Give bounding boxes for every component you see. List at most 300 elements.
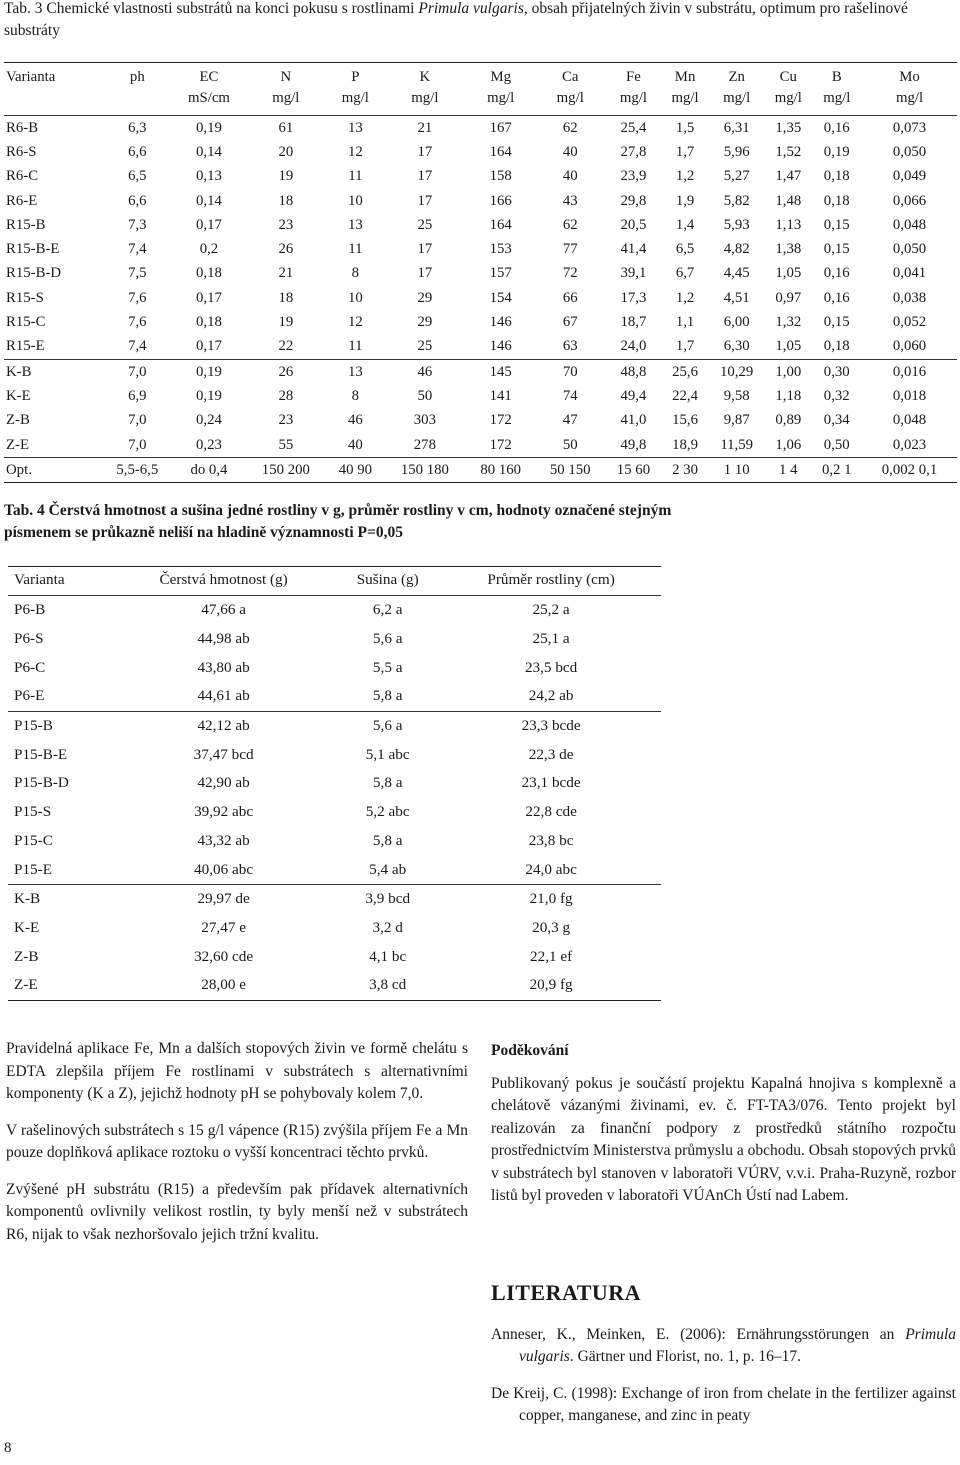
ref1-after: . Gärtner und Florist, no. 1, p. 16–17.: [569, 1348, 802, 1365]
table-cell: 0,17: [195, 216, 222, 233]
table-cell: 0,19: [195, 387, 222, 404]
table-cell: R15-B-E: [6, 241, 60, 258]
table-cell: Z-B: [6, 412, 30, 429]
table-cell: 17,3: [620, 289, 647, 306]
table-cell: 50: [562, 436, 578, 453]
table-cell: R15-B: [6, 216, 46, 233]
table3-header-cell: N: [280, 69, 292, 85]
table-cell: 62: [562, 119, 578, 136]
table-cell: 0,19: [173, 359, 245, 384]
table-cell: P15-B-E: [14, 745, 68, 763]
table-cell: 43: [562, 192, 578, 209]
table-cell: 0,15: [823, 216, 850, 233]
table-cell: K-E: [14, 918, 40, 936]
table-cell: 5,1 abc: [365, 745, 410, 763]
table-cell: 1,1: [675, 314, 695, 331]
table-cell: 5,6 a: [372, 630, 403, 648]
table-row: [8, 653, 661, 682]
table-cell: 1,7: [675, 338, 695, 355]
table-cell: R6-C: [6, 168, 39, 185]
table3-caption-species: Primula vulgaris: [418, 0, 524, 17]
table-cell: 0,2: [199, 241, 219, 258]
table-cell: 0,041: [892, 265, 927, 282]
table-cell: P6-E: [14, 687, 45, 705]
table-cell: 0,052: [892, 314, 927, 331]
table-cell: R15-E: [6, 338, 45, 355]
table-cell: 40: [562, 143, 578, 160]
page-number: 8: [4, 1440, 12, 1456]
table-row: [8, 971, 661, 1000]
table-cell: 9,87: [723, 412, 750, 429]
table-cell: 0,89: [775, 412, 802, 429]
table-cell: 150 180: [384, 458, 466, 483]
table-row: [4, 384, 957, 408]
table-cell: 3,9 bcd: [334, 884, 441, 913]
table-cell: 7,0: [128, 412, 147, 429]
table-cell: 0,2 1: [811, 458, 862, 483]
table-cell: 37,47 bcd: [193, 745, 254, 763]
table-cell: 50 150: [535, 458, 605, 483]
table-cell: K-E: [6, 387, 31, 404]
table-cell: R6-B: [6, 119, 39, 136]
table4-body: [8, 596, 661, 1001]
table-row: [4, 189, 957, 213]
table-cell: 0,97: [775, 289, 802, 306]
table-cell: 1,4: [675, 216, 695, 233]
table-cell: 0,16: [823, 289, 850, 306]
table-cell: 0,050: [892, 241, 927, 258]
table-cell: 153: [489, 241, 512, 258]
table-cell: 55: [278, 436, 294, 453]
table-cell: 29,8: [620, 192, 647, 209]
table-cell: 43,80 ab: [197, 658, 250, 676]
table-cell: 12: [347, 143, 363, 160]
table-cell: 0,50: [823, 436, 850, 453]
table-cell: 0,14: [195, 192, 222, 209]
table-cell: 7,3: [128, 216, 147, 233]
table-cell: 25,2 a: [532, 601, 570, 619]
table-cell: 17: [417, 168, 433, 185]
table-cell: 1,06: [775, 436, 802, 453]
table-cell: 0,15: [823, 314, 850, 331]
table-cell: 10,29: [708, 359, 765, 384]
table-row: [8, 596, 661, 625]
table-cell: 1 10: [708, 458, 765, 483]
table-cell: 6,5: [675, 241, 695, 258]
table-cell: 21: [278, 265, 294, 282]
table-cell: 17: [417, 241, 433, 258]
table-cell: 42,90 ab: [197, 774, 250, 792]
table-cell: 17: [417, 192, 433, 209]
table-cell: 20,3 g: [532, 918, 571, 936]
table-cell: 1,2: [675, 168, 695, 185]
table-cell: Z-E: [6, 436, 30, 453]
table-cell: 4,51: [723, 289, 750, 306]
table3-header-cell: K: [419, 69, 431, 85]
table-cell: 29: [417, 289, 433, 306]
table-cell: 6,30: [723, 338, 750, 355]
table-cell: 7,6: [128, 289, 147, 306]
table-cell: 172: [489, 436, 512, 453]
table-cell: P6-S: [14, 630, 44, 648]
table-cell: 24,2 ab: [528, 687, 574, 705]
reference-2: [491, 1383, 956, 1428]
table3-header-cell: Varianta: [6, 69, 56, 85]
table-cell: 6,7: [675, 265, 695, 282]
table3-header-cell: mg/l: [862, 88, 957, 116]
table-cell: 1,9: [675, 192, 695, 209]
table-cell: 8: [351, 265, 360, 282]
table-row: [4, 237, 957, 261]
table-cell: 11: [348, 168, 363, 185]
table-cell: P15-C: [14, 831, 53, 849]
table-cell: 7,0: [102, 359, 174, 384]
table-cell: 6,2 a: [372, 601, 403, 619]
table-cell: 0,17: [195, 289, 222, 306]
table-cell: 141: [489, 387, 512, 404]
table-cell: 0,18: [195, 265, 222, 282]
table-cell: 0,14: [195, 143, 222, 160]
table-row: [8, 884, 661, 913]
table-cell: 0,32: [823, 387, 850, 404]
table3-header-cell: ph: [129, 69, 145, 85]
table-cell: 42,12 ab: [113, 711, 334, 740]
table-row: [4, 433, 957, 458]
table4-header-cell: Sušina (g): [334, 567, 441, 596]
table-cell: 20: [278, 143, 294, 160]
table-cell: 1,52: [775, 143, 802, 160]
table-cell: 41,0: [620, 412, 647, 429]
table-cell: 11: [348, 338, 363, 355]
table3-header-cell: Mo: [899, 69, 920, 85]
table-cell: 40 90: [327, 458, 384, 483]
table-cell: 1,48: [775, 192, 802, 209]
ref1-text: Anneser, K., Meinken, E. (2006): Ernährungsstörungen an: [491, 1325, 906, 1343]
table4-header-row: [8, 567, 661, 596]
ref2-text: De Kreij, C. (1998): Exchange of iron from chelate in the fertilizer against copper, manganese, and zinc in peaty: [491, 1384, 956, 1424]
table-cell: 46: [384, 359, 466, 384]
table-cell: 25: [417, 338, 433, 355]
table-cell: 22: [278, 338, 294, 355]
table-cell: 7,4: [128, 338, 147, 355]
table-cell: 48,8: [605, 359, 662, 384]
table-cell: 21,0 fg: [441, 884, 661, 913]
literature-heading: LITERATURA: [491, 1279, 642, 1305]
table-cell: R15-S: [6, 289, 44, 306]
table-cell: 0,016: [862, 359, 957, 384]
ref1-italic: Primula vulgaris: [519, 1325, 956, 1365]
table-cell: 146: [489, 338, 512, 355]
table-cell: 0,18: [195, 314, 222, 331]
table-cell: 164: [489, 216, 512, 233]
table-cell: 13: [347, 216, 363, 233]
table-cell: 5,93: [723, 216, 750, 233]
table-cell: 39,92 abc: [194, 803, 254, 821]
table4-header-cell: Průměr rostliny (cm): [441, 567, 661, 596]
table-row: [4, 165, 957, 189]
table-cell: 5,6 a: [334, 711, 441, 740]
left-column: [6, 1038, 468, 1260]
table-cell: 50: [417, 387, 433, 404]
table3-body: [4, 116, 957, 483]
table-cell: 0,060: [892, 338, 927, 355]
table-row: [4, 140, 957, 164]
table-cell: 0,34: [823, 412, 850, 429]
table-cell: 0,24: [195, 412, 222, 429]
table-cell: 19: [278, 314, 294, 331]
table-cell: 23,8 bc: [528, 831, 574, 849]
table-cell: 13: [347, 119, 363, 136]
table-cell: 41,4: [620, 241, 647, 258]
table-cell: 15,6: [672, 412, 699, 429]
table-cell: 47,66 a: [201, 601, 246, 619]
table3-header-cell: [102, 88, 174, 116]
table-cell: 1,35: [775, 119, 802, 136]
table-cell: 18: [278, 192, 294, 209]
table-cell: 49,4: [620, 387, 647, 404]
table-cell: 22,1 ef: [530, 947, 573, 965]
table-cell: P15-S: [14, 803, 52, 821]
table3-header-cell: Fe: [626, 69, 641, 85]
table-cell: 1,05: [775, 265, 802, 282]
table-cell: 22,8 cde: [525, 803, 577, 821]
right-column: [491, 1040, 956, 1442]
table-cell: 28: [278, 387, 294, 404]
table-cell: 23: [278, 216, 294, 233]
table-cell: do 0,4: [173, 458, 245, 483]
table-cell: 0,023: [892, 436, 927, 453]
table-cell: R15-C: [6, 314, 46, 331]
table-cell: 6,31: [723, 119, 750, 136]
table-cell: 25,1 a: [532, 630, 570, 648]
table-cell: 303: [413, 412, 436, 429]
table3-header-cell: mg/l: [245, 88, 327, 116]
table-cell: P6-B: [14, 601, 46, 619]
table-cell: 6,6: [128, 192, 147, 209]
table3-header-cell: mg/l: [765, 88, 811, 116]
table-cell: 0,18: [823, 168, 850, 185]
table-cell: 5,8 a: [372, 687, 403, 705]
table-cell: 26: [278, 241, 294, 258]
table3-header-cell: mg/l: [811, 88, 862, 116]
table-cell: 1,05: [775, 338, 802, 355]
table-cell: 5,8 a: [372, 774, 403, 792]
table-cell: 22,4: [672, 387, 699, 404]
table-cell: 1,47: [775, 168, 802, 185]
table-cell: 0,002 0,1: [862, 458, 957, 483]
table3-header-cell: Cu: [779, 69, 797, 85]
table-cell: 3,8 cd: [334, 971, 441, 1000]
table-cell: 27,47 e: [201, 918, 246, 936]
table-cell: P15-B: [8, 711, 113, 740]
table-row: [8, 625, 661, 654]
table-cell: 66: [562, 289, 578, 306]
table-cell: 23,9: [620, 168, 647, 185]
table-cell: 4,45: [723, 265, 750, 282]
table-cell: 1,7: [675, 143, 695, 160]
table-cell: 145: [466, 359, 536, 384]
table-row: [4, 116, 957, 141]
table-cell: 12: [347, 314, 363, 331]
table-cell: 1,2: [675, 289, 695, 306]
table-cell: 0,018: [892, 387, 927, 404]
body-paragraph-3: Zvýšené pH substrátu (R15) a především pak přídavek alternativních komponentů ovlivnily velikost rostlin, ty byly menší než v substrátech R6, nijak to však nezhoršovalo jejich tržní kvalitu.: [6, 1180, 468, 1243]
table-cell: 6,00: [723, 314, 750, 331]
table4-header-cell: Varianta: [8, 567, 113, 596]
table-cell: 70: [535, 359, 605, 384]
table-cell: 61: [278, 119, 294, 136]
table-cell: 7,6: [128, 314, 147, 331]
table4-header-cell: Čerstvá hmotnost (g): [113, 567, 334, 596]
table-cell: 0,049: [892, 168, 927, 185]
table-cell: Z-E: [8, 971, 113, 1000]
table-cell: 5,27: [723, 168, 750, 185]
table-cell: 27,8: [620, 143, 647, 160]
table-cell: K-B: [8, 884, 113, 913]
table-cell: 20,5: [620, 216, 647, 233]
table-cell: 1,32: [775, 314, 802, 331]
table-cell: 1,38: [775, 241, 802, 258]
table-cell: 40: [347, 436, 363, 453]
table3-header-cell: mg/l: [327, 88, 384, 116]
table-cell: 0,16: [823, 119, 850, 136]
table-cell: 7,5: [128, 265, 147, 282]
table3-header-cell: Ca: [562, 69, 579, 85]
table-cell: 29,97 de: [113, 884, 334, 913]
table-row: [8, 914, 661, 943]
table-cell: 10: [347, 289, 363, 306]
table-cell: 150 200: [245, 458, 327, 483]
table-row: [4, 458, 957, 483]
table-cell: 6,5: [128, 168, 147, 185]
table-row: [4, 262, 957, 286]
table-cell: 17: [417, 143, 433, 160]
table-cell: 44,61 ab: [197, 687, 250, 705]
table-cell: Opt.: [4, 458, 102, 483]
acknowledgement-text: Publikovaný pokus je součástí projektu Kapalná hnojiva s komplexně a chelátově vázanými živinami, ev. č. FT-TA3/076. Tento projekt byl realizován za finanční podpory z prostředků státního rozpočtu prostřednictvím Ministerstva průmyslu a obchodu. Obsah stopových prvků v substrátech byl stanoven v laboratoři VÚRV, v.v.i. Praha-Ruzyně, rozbor listů byl proveden v laboratoři VÚAnCh Ústí nad Labem.: [491, 1074, 956, 1204]
table-row: [8, 769, 661, 798]
table-cell: 5,82: [723, 192, 750, 209]
table-cell: R6-S: [6, 143, 37, 160]
table-cell: 157: [489, 265, 512, 282]
table3-header-cell: EC: [199, 69, 219, 85]
table4: [8, 566, 661, 1001]
table-row: [8, 740, 661, 769]
table3-header-cell: [4, 88, 102, 116]
table-cell: 167: [489, 119, 512, 136]
table3-header-cell: mg/l: [535, 88, 605, 116]
table-row: [8, 942, 661, 971]
table3-header-cell: mg/l: [466, 88, 536, 116]
table-cell: 74: [562, 387, 578, 404]
table-cell: 0,23: [195, 436, 222, 453]
table-cell: 6,3: [128, 119, 147, 136]
table-row: [8, 711, 661, 740]
table-cell: 6,9: [128, 387, 147, 404]
table-cell: 25,4: [620, 119, 647, 136]
table-cell: 9,58: [723, 387, 750, 404]
table-cell: 158: [489, 168, 512, 185]
table-cell: 5,2 abc: [365, 803, 410, 821]
table3-header-cell: mg/l: [605, 88, 662, 116]
table-row: [4, 335, 957, 360]
table-cell: 0,073: [892, 119, 927, 136]
table-cell: 11: [348, 241, 363, 258]
table-cell: 7,4: [128, 241, 147, 258]
table3-header-cell: mg/l: [384, 88, 466, 116]
table-cell: 3,2 d: [372, 918, 403, 936]
table-cell: 23,3 bcde: [441, 711, 661, 740]
table-cell: 0,13: [195, 168, 222, 185]
table-cell: 77: [562, 241, 578, 258]
table-cell: 24,0 abc: [525, 860, 577, 878]
table-cell: 0,18: [823, 192, 850, 209]
table-cell: 18,7: [620, 314, 647, 331]
reference-1: [491, 1324, 956, 1369]
table-cell: 1,5: [675, 119, 695, 136]
table-row: [8, 798, 661, 827]
table3-header-cell: Mg: [490, 69, 511, 85]
table3-header-cell: P: [351, 69, 360, 85]
table-row: [4, 286, 957, 310]
table-cell: 278: [413, 436, 436, 453]
table-cell: 172: [489, 412, 512, 429]
table-cell: 44,98 ab: [197, 630, 250, 648]
table-cell: 0,17: [195, 338, 222, 355]
table-cell: 11,59: [720, 436, 754, 453]
table-cell: 40: [562, 168, 578, 185]
table-cell: 0,048: [892, 216, 927, 233]
table-cell: 1,18: [775, 387, 802, 404]
table-cell: 20,9 fg: [441, 971, 661, 1000]
table3-caption-suffix: , obsah přijatelných živin v substrátu, optimum pro rašelinové substráty: [4, 0, 908, 39]
table3-header-cell: mg/l: [708, 88, 765, 116]
table-row: [8, 827, 661, 856]
table-row: [8, 682, 661, 711]
table-cell: 39,1: [620, 265, 647, 282]
table-cell: 0,15: [823, 241, 850, 258]
table-cell: Z-B: [14, 947, 39, 965]
table-cell: R6-E: [6, 192, 38, 209]
table-cell: P15-E: [14, 860, 52, 878]
table-cell: 40,06 abc: [194, 860, 254, 878]
table-cell: 146: [489, 314, 512, 331]
table-cell: 19: [278, 168, 294, 185]
table-cell: 17: [417, 265, 433, 282]
table-cell: 7,0: [128, 436, 147, 453]
table-cell: 5,5-6,5: [102, 458, 174, 483]
table-cell: 2 30: [662, 458, 708, 483]
table-cell: 6,6: [128, 143, 147, 160]
table-cell: 0,18: [823, 338, 850, 355]
table-row: [8, 855, 661, 884]
table-row: [4, 213, 957, 237]
table-cell: 23: [278, 412, 294, 429]
table-cell: 5,8 a: [372, 831, 403, 849]
table-cell: 28,00 e: [113, 971, 334, 1000]
table3-header-row-2: [4, 88, 957, 116]
table-cell: 43,32 ab: [197, 831, 250, 849]
table-cell: 80 160: [466, 458, 536, 483]
table-cell: 0,19: [823, 143, 850, 160]
table-cell: 22,3 de: [528, 745, 574, 763]
table-cell: K-B: [4, 359, 102, 384]
table-cell: 32,60 cde: [194, 947, 254, 965]
table-cell: 24,0: [620, 338, 647, 355]
table-cell: P15-B-D: [14, 774, 69, 792]
table-cell: R15-B-D: [6, 265, 62, 282]
table-cell: 1,00: [765, 359, 811, 384]
